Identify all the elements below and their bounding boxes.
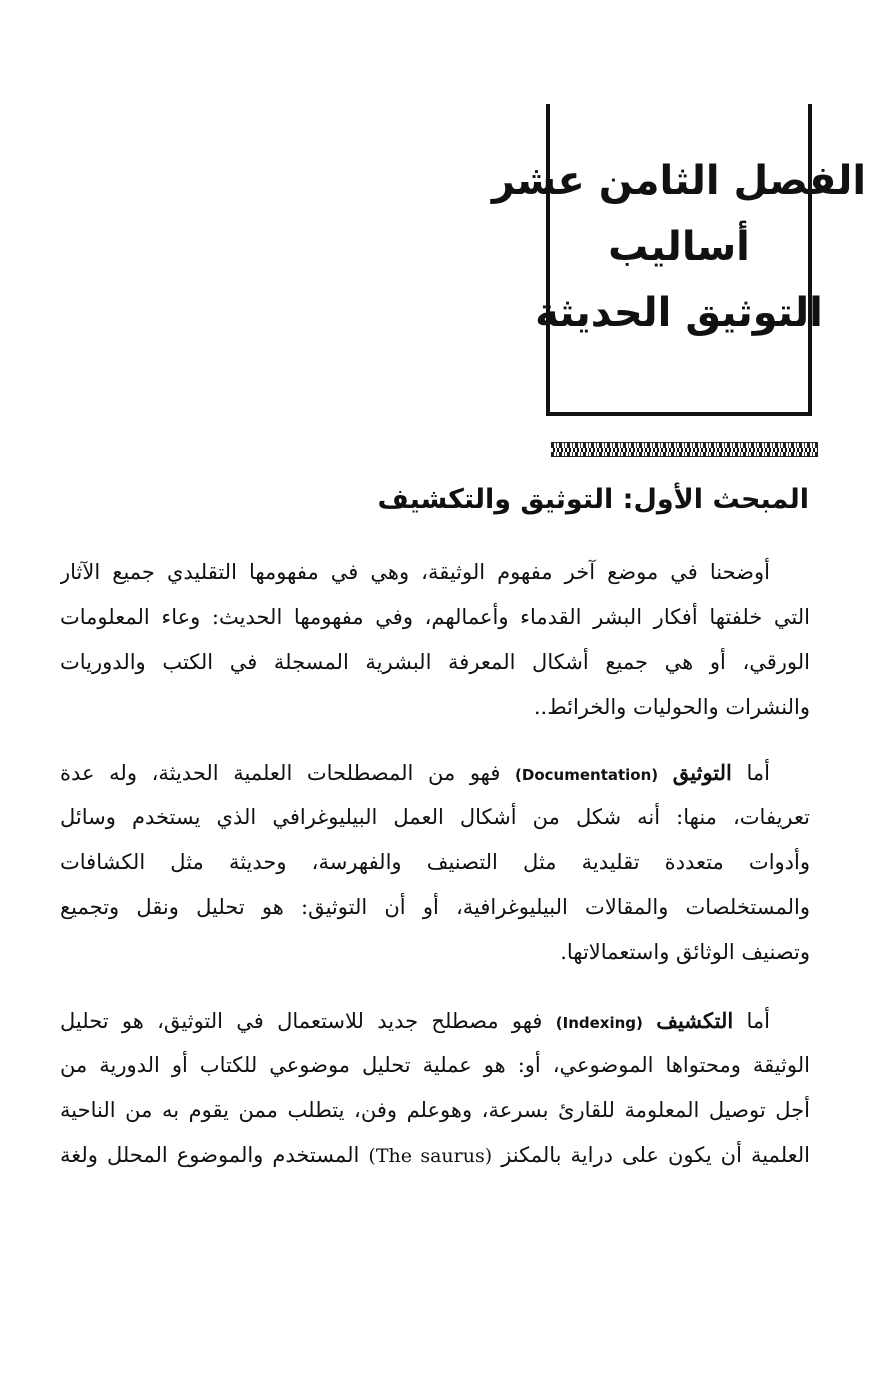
paragraph-line: والمستخلصات والمقالات البيليوغرافية، أو أن التوثيق: هو تحليل ونقل وتجميع (60, 895, 810, 919)
paragraph-line: والنشرات والحوليات والخرائط.. (533, 695, 810, 719)
section-heading: المبحث الأول: التوثيق والتكشيف (377, 484, 809, 515)
paragraph-line: وتصنيف الوثائق واستعمالاتها. (560, 940, 810, 964)
term-indexing: التكشيف (656, 1008, 734, 1033)
paragraph-document-definition (60, 550, 810, 730)
decorative-divider (551, 442, 818, 457)
paragraph-line: تعريفات، منها: أنه شكل من أشكال العمل البيليوغرافي الذي يستخدم وسائل (60, 805, 810, 829)
paragraph-documentation (60, 750, 810, 975)
chapter-title-line-2: التوثيق الحديثة (535, 290, 823, 336)
paragraph-line: التي خلفتها أفكار البشر القدماء وأعمالهم، وفي مفهومها الحديث: وعاء المعلومات (60, 605, 810, 629)
chapter-title-box (491, 104, 867, 416)
paragraph-line: أما التكشيف (Indexing) فهو مصطلح جديد للاستعمال في التوثيق، هو تحليل (60, 1008, 770, 1033)
term-documentation: التوثيق (672, 760, 732, 785)
paragraph-line: أما التوثيق (Documentation) فهو من المصطلحات العلمية الحديثة، وله عدة (60, 760, 770, 785)
paragraph-line: أجل توصيل المعلومة للقارئ بسرعة، وهوعلم وفن، يتطلب ممن يقوم به من الناحية (60, 1098, 810, 1122)
paragraph-line: وأدوات متعددة تقليدية مثل التصنيف والفهرسة، وحديثة مثل الكشافات (60, 850, 810, 874)
term-documentation-latin: (Documentation) (515, 766, 659, 784)
term-thesaurus-latin: (The saurus) (368, 1145, 493, 1167)
chapter-title-line-1: أساليب (608, 224, 750, 270)
paragraph-line: الورقي، أو هي جميع أشكال المعرفة البشرية المسجلة في الكتب والدوريات (60, 650, 810, 674)
paragraph-line: أوضحنا في موضع آخر مفهوم الوثيقة، وهي في مفهومها التقليدي جميع الآثار (60, 560, 770, 584)
paragraph-line: الوثيقة ومحتواها الموضوعي، أو: هو عملية تحليل موضوعي للكتاب أو الدورية من (60, 1053, 810, 1077)
paragraph-indexing (60, 998, 810, 1178)
paragraph-line: العلمية أن يكون على دراية بالمكنز (The saurus) المستخدم والموضوع المحلل ولغة (60, 1143, 810, 1167)
chapter-number: الفصل الثامن عشر (491, 158, 867, 204)
term-indexing-latin: (Indexing) (555, 1014, 643, 1032)
